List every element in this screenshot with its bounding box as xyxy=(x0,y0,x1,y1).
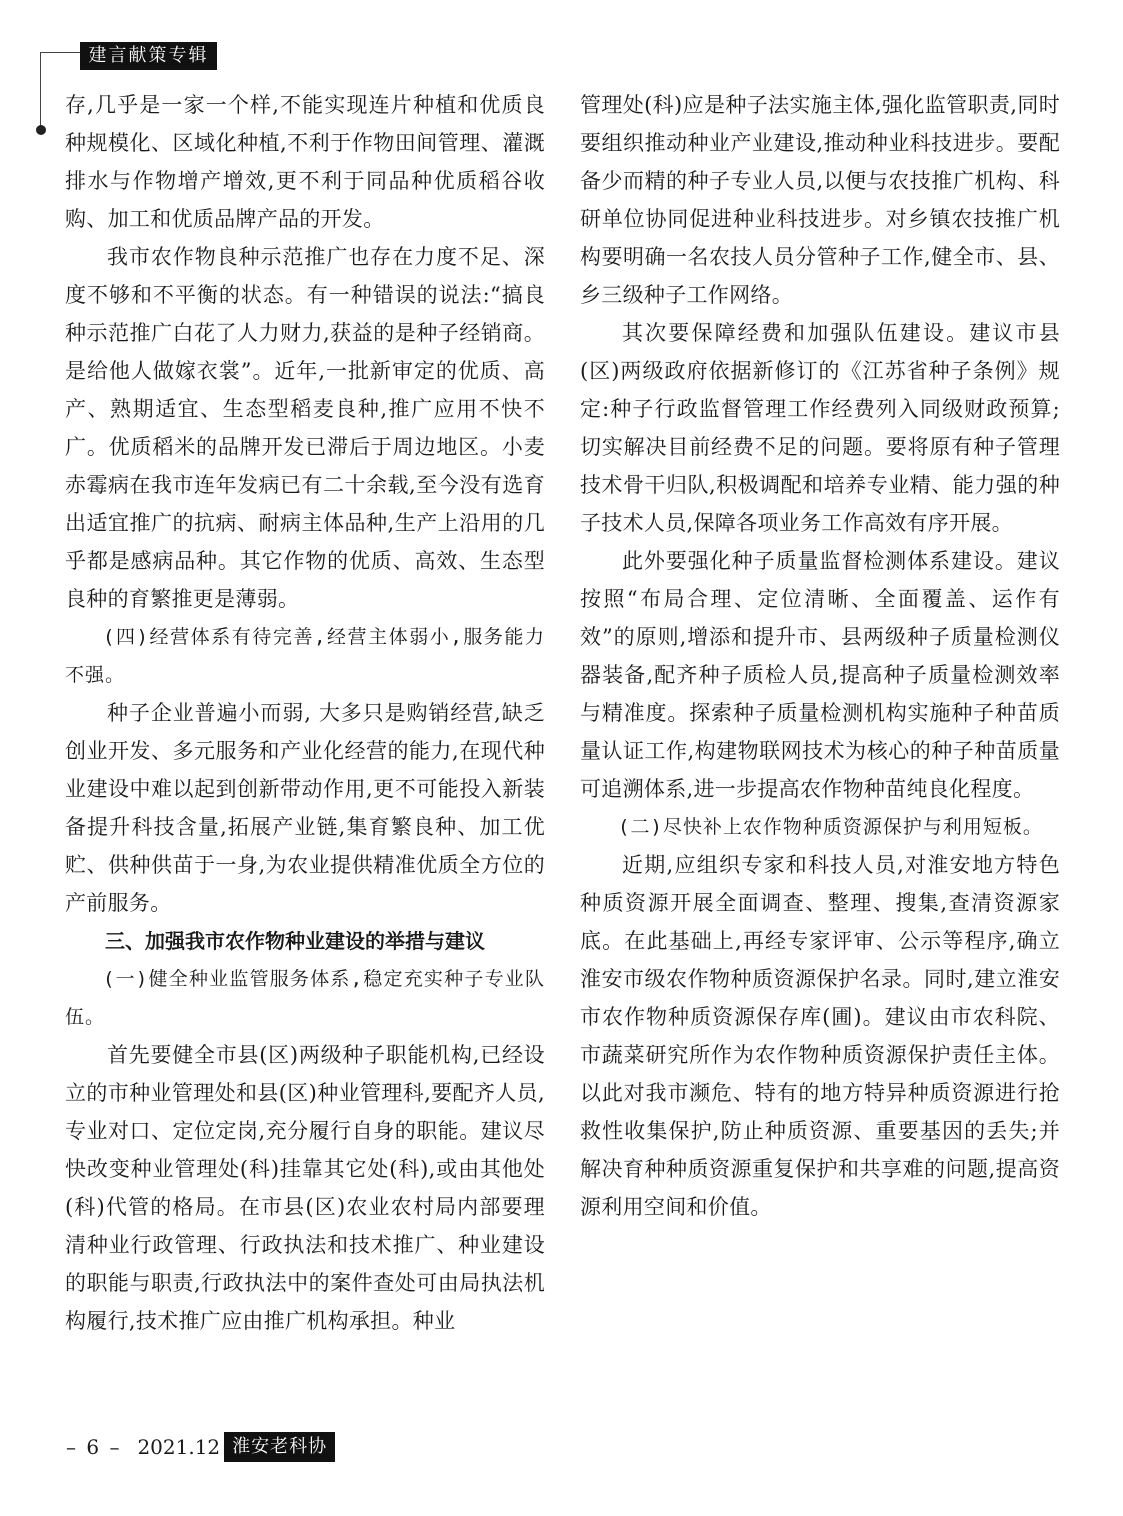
paragraph: 种子企业普遍小而弱, 大多只是购销经营,缺乏创业开发、多元服务和产业化经营的能力,在现代种业建设中难以起到创新带动作用,更不可能投入新装备提升科技含量,拓展产业链,集育繁良种、加工优贮、供种供苗于一身,为农业提供精准优质全方位的产前服务。 xyxy=(65,701,545,915)
issue-date: 2021.12 xyxy=(137,1435,221,1459)
subsection-heading: (二)尽快补上农作物种质资源保护与利用短板。 xyxy=(618,816,1043,838)
paragraph: 存,几乎是一家一个样,不能实现连片种植和优质良种规模化、区域化种植,不利于作物田间管理、灌溉排水与作物增产增效,更不利于同品种优质稻谷收购、加工和优质品牌产品的开发。 xyxy=(65,93,545,231)
paragraph: 管理处(科)应是种子法实施主体,强化监管职责,同时要组织推动种业产业建设,推动种业科技进步。要配备少而精的种子专业人员,以便与农技推广机构、科研单位协同促进种业科技进步。对乡镇农技推广机构要明确一名农技人员分管种子工作,健全市、县、乡三级种子工作网络。 xyxy=(580,93,1060,307)
page-number: – 6 – xyxy=(66,1435,122,1459)
paragraph: 此外要强化种子质量监督检测体系建设。建议按照“布局合理、定位清晰、全面覆盖、运作有效”的原则,增添和提升市、县两级种子质量检测仪器装备,配齐种子质检人员,提高种子质量检测效率与精准度。探索种子质量检测机构实施种子种苗质量认证工作,构建物联网技术为核心的种子种苗质量可追溯体系,进一步提高农作物种苗纯良化程度。 xyxy=(580,549,1060,801)
paragraph: 其次要保障经费和加强队伍建设。建议市县(区)两级政府依据新修订的《江苏省种子条例》规定:种子行政监督管理工作经费列入同级财政预算; 切实解决目前经费不足的问题。要将原有种子管理技术骨干归队,积极调配和培养专业精、能力强的种子技术人员,保障各项业务工作高效有序开展。 xyxy=(580,321,1060,535)
subsection-heading: (四)经营体系有待完善,经营主体弱小,服务能力不强。 xyxy=(65,626,545,686)
paragraph: 首先要健全市县(区)两级种子职能机构,已经设立的市种业管理处和县(区)种业管理科,要配齐人员,专业对口、定位定岗,充分履行自身的职能。建议尽快改变种业管理处(科)挂靠其它处(科),或由其他处(科)代管的格局。在市县(区)农业农村局内部要理清种业行政管理、行政执法和技术推广、种业建设的职能与职责,行政执法中的案件查处可由局执法机构履行,技术推广应由推广机构承担。种业 xyxy=(65,1043,545,1333)
paragraph: 近期,应组织专家和科技人员,对淮安地方特色种质资源开展全面调查、整理、搜集,查清资源家底。在此基础上,再经专家评审、公示等程序,确立淮安市级农作物种质资源保护名录。同时,建立淮安市农作物种质资源保存库(圃)。建议由市农科院、市蔬菜研究所作为农作物种质资源保护责任主体。以此对我市濒危、特有的地方特异种质资源进行抢救性收集保护,防止种质资源、重要基因的丢失;并解决育种种质资源重复保护和共享难的问题,提高资源利用空间和价值。 xyxy=(580,853,1060,1219)
paragraph: 我市农作物良种示范推广也存在力度不足、深度不够和不平衡的状态。有一种错误的说法:“搞良种示范推广白花了人力财力,获益的是种子经销商。是给他人做嫁衣裳”。近年,一批新审定的优质、高产、熟期适宜、生态型稻麦良种,推广应用不快不广。优质稻米的品牌开发已滞后于周边地区。小麦赤霉病在我市连年发病已有二十余载,至今没有选育出适宜推广的抗病、耐病主体品种,生产上沿用的几乎都是感病品种。其它作物的优质、高效、生态型良种的育繁推更是薄弱。 xyxy=(65,245,545,611)
header-rule-horizontal xyxy=(40,52,80,53)
header-rule-vertical xyxy=(40,52,41,130)
bullet-dot-icon xyxy=(36,125,46,135)
right-column xyxy=(580,86,1060,1226)
publication-name-badge: 淮安老科协 xyxy=(224,1432,335,1462)
left-column xyxy=(65,86,545,1340)
column-title-badge: 建言献策专辑 xyxy=(80,42,217,70)
subsection-heading: (一)健全种业监管服务体系,稳定充实种子专业队伍。 xyxy=(65,968,545,1028)
section-heading: 三、加强我市农作物种业建设的举措与建议 xyxy=(105,929,485,953)
page-footer xyxy=(66,1432,335,1462)
